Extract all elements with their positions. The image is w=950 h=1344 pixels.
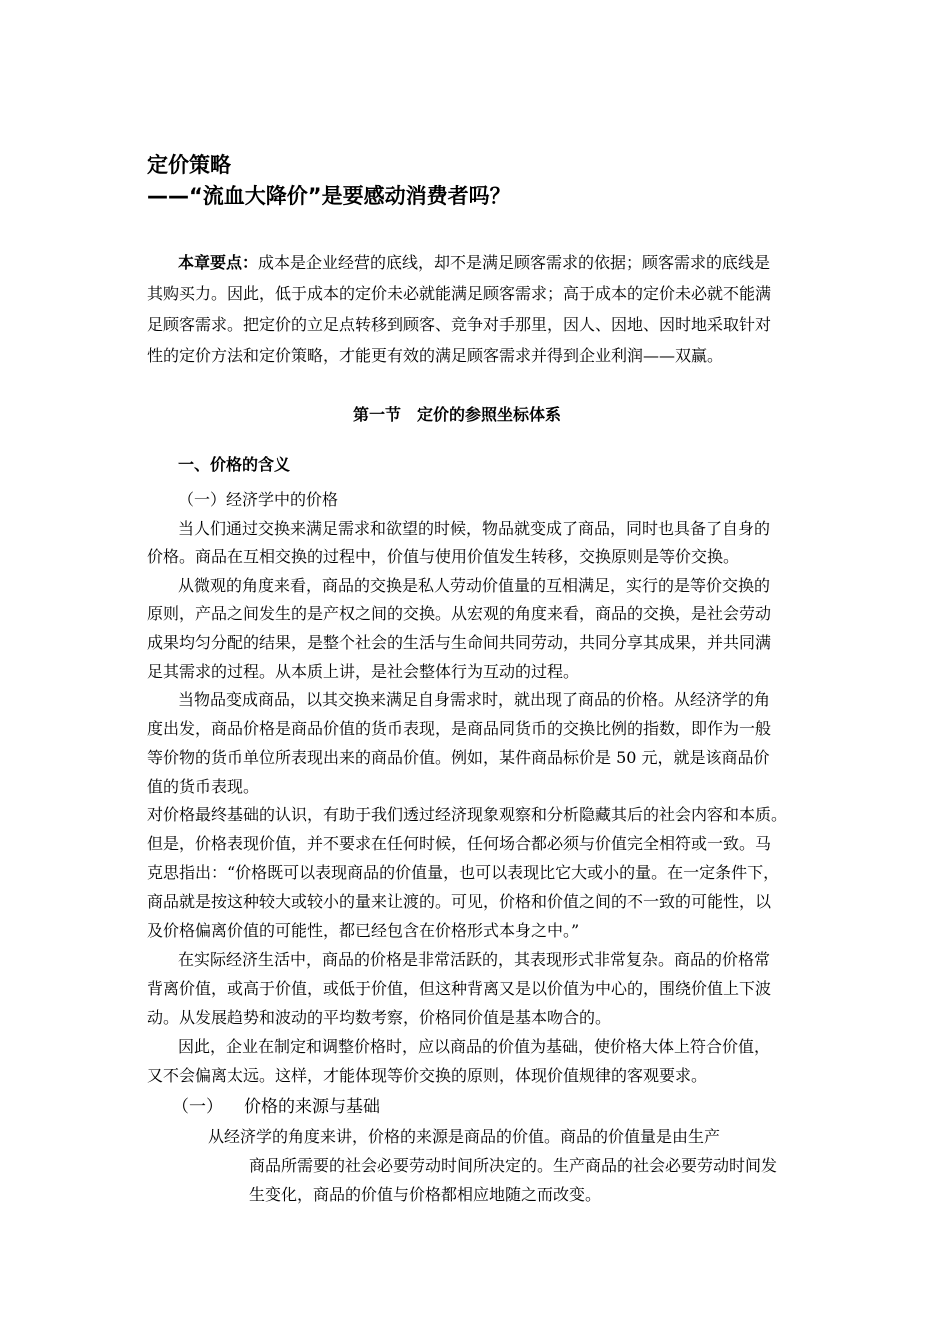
- key-points-line: 性的定价方法和定价策略，才能更有效的满足顾客需求并得到企业利润——双赢。: [147, 346, 724, 365]
- body-line: 因此，企业在制定和调整价格时，应以商品的价值为基础，使价格大体上符合价值，: [178, 1037, 771, 1056]
- body-line: 度出发，商品价格是商品价值的货币表现，是商品同货币的交换比例的指数，即作为一般: [147, 719, 772, 738]
- body-line: 等价物的货币单位所表现出来的商品价值。例如，某件商品标价是 50 元，就是该商品价: [147, 748, 770, 767]
- key-points-text: 成本是企业经营的底线，却不是满足顾客需求的依据；顾客需求的底线是: [258, 253, 771, 272]
- body-line: 足其需求的过程。从本质上讲，是社会整体行为互动的过程。: [147, 662, 580, 681]
- final-line: 生变化，商品的价值与价格都相应地随之而改变。: [249, 1185, 602, 1204]
- key-points-line: [178, 252, 770, 274]
- body-line: 成果均匀分配的结果，是整个社会的生活与生命间共同劳动，共同分享其成果，并共同满: [147, 633, 772, 652]
- final-line: 商品所需要的社会必要劳动时间所决定的。生产商品的社会必要劳动时间发: [249, 1156, 778, 1175]
- body-line: 当人们通过交换来满足需求和欲望的时候，物品就变成了商品，同时也具备了自身的: [178, 519, 771, 538]
- document-subtitle: ——“流血大降价”是要感动消费者吗？: [147, 184, 511, 208]
- sub-sub-heading: （一）经济学中的价格: [178, 490, 339, 509]
- body-line: 但是，价格表现价值，并不要求在任何时候，任何场合都必须与价值完全相符或一致。马: [147, 834, 772, 853]
- list-heading-number: （一）: [172, 1097, 223, 1117]
- body-line: 又不会偏离太远。这样，才能体现等价交换的原则，体现价值规律的客观要求。: [147, 1066, 708, 1085]
- section-heading: 第一节 定价的参照坐标体系: [353, 405, 562, 424]
- subsection-heading: 一、价格的含义: [178, 455, 291, 474]
- body-line: 原则，产品之间发生的是产权之间的交换。从宏观的角度来看，商品的交换，是社会劳动: [147, 604, 772, 623]
- body-line: 在实际经济生活中，商品的价格是非常活跃的，其表现形式非常复杂。商品的价格常: [178, 950, 771, 969]
- body-line: 商品就是按这种较大或较小的量来让渡的。可见，价格和价值之间的不一致的可能性，以: [147, 892, 772, 911]
- body-line: 克思指出：“价格既可以表现商品的价值量，也可以表现比它大或小的量。在一定条件下，: [147, 863, 780, 882]
- body-line: 背离价值，或高于价值，或低于价值，但这种背离又是以价值为中心的，围绕价值上下波: [147, 979, 772, 998]
- body-line: 动。从发展趋势和波动的平均数考察，价格同价值是基本吻合的。: [147, 1008, 612, 1027]
- body-line: 对价格最终基础的认识，有助于我们透过经济现象观察和分析隐藏其后的社会内容和本质。: [147, 805, 788, 824]
- body-line: 价格。商品在互相交换的过程中，价值与使用价值发生转移，交换原则是等价交换。: [147, 547, 740, 566]
- key-points-label: 本章要点：: [178, 253, 259, 272]
- body-line: 及价格偏离价值的可能性，都已经包含在价格形式本身之中。”: [147, 921, 580, 940]
- list-heading-text: 价格的来源与基础: [244, 1097, 380, 1117]
- body-line: 当物品变成商品，以其交换来满足自身需求时，就出现了商品的价格。从经济学的角: [178, 690, 771, 709]
- document-title: 定价策略: [147, 153, 231, 177]
- key-points-line: 其购买力。因此，低于成本的定价未必就能满足顾客需求；高于成本的定价未必就不能满: [147, 284, 772, 303]
- final-line: 从经济学的角度来讲，价格的来源是商品的价值。商品的价值量是由生产: [208, 1127, 721, 1146]
- key-points-line: 足顾客需求。把定价的立足点转移到顾客、竞争对手那里，因人、因地、因时地采取针对: [147, 315, 772, 334]
- body-line: 值的货币表现。: [147, 777, 260, 796]
- body-line: 从微观的角度来看，商品的交换是私人劳动价值量的互相满足，实行的是等价交换的: [178, 576, 771, 595]
